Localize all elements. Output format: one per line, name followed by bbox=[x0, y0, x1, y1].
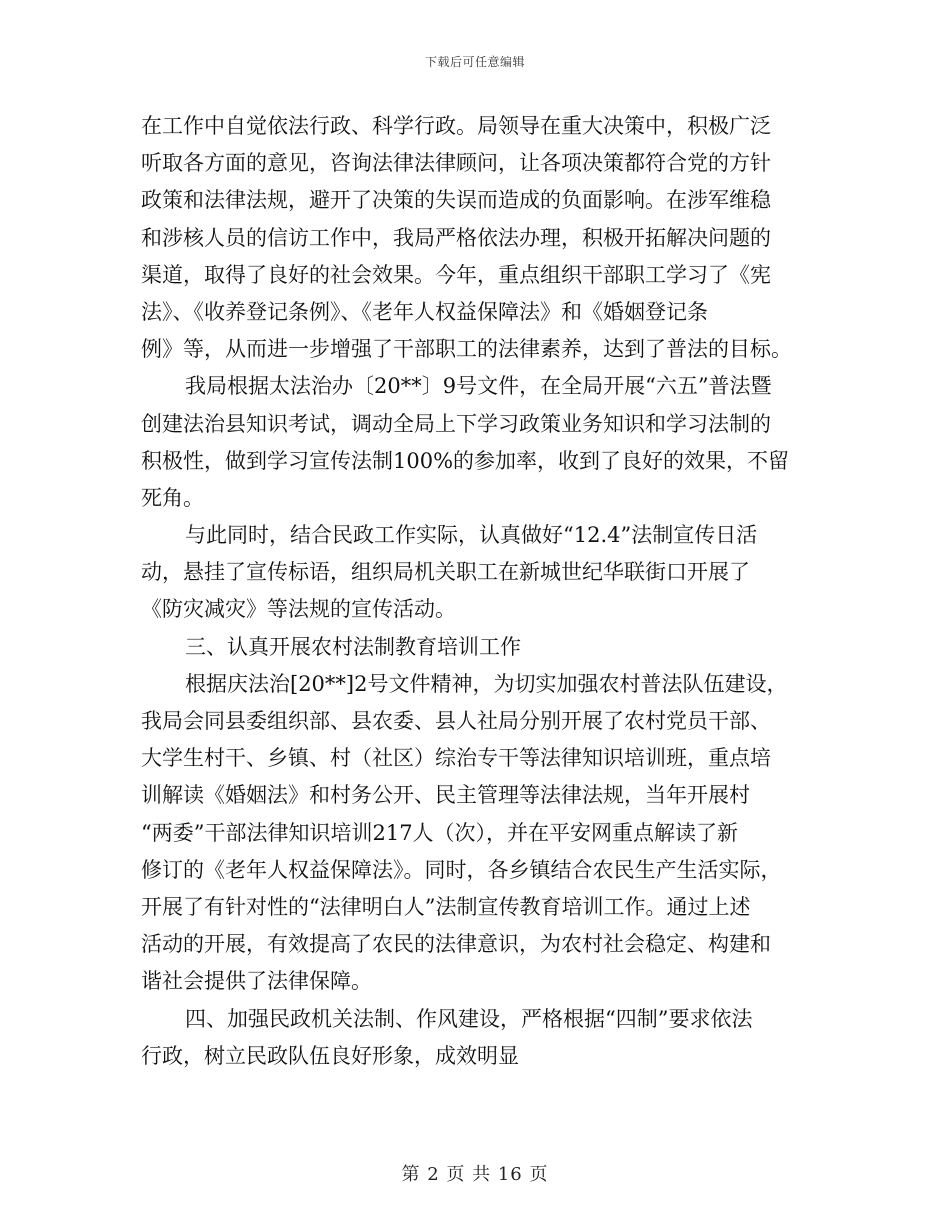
text-line: 积极性，做到学习宣传法制100%的参加率，收到了良好的效果，不留 bbox=[141, 448, 790, 473]
page-number: 第 2 页 共 16 页 bbox=[401, 1164, 549, 1185]
paragraph-first-line: 我局根据太法治办〔20**〕9号文件，在全局开展“六五”普法暨 bbox=[185, 374, 772, 399]
text-line: 开展了有针对性的“法律明白人”法制宣传教育培训工作。通过上述 bbox=[141, 894, 751, 919]
text-line: 政策和法律法规，避开了决策的失误而造成的负面影响。在涉军维稳 bbox=[141, 188, 771, 213]
text-line: 在工作中自觉依法行政、科学行政。局领导在重大决策中，积极广泛 bbox=[141, 114, 771, 138]
text-line: 修订的《老年人权益保障法》。同时，各乡镇结合农民生产生活实际， bbox=[141, 857, 782, 882]
paragraph-first-line: 根据庆法治[20**]2号文件精神，为切实加强农村普法队伍建设， bbox=[185, 671, 788, 696]
text-line: “两委”干部法律知识培训217人（次），并在平安网重点解读了新 bbox=[141, 820, 739, 845]
text-line: 行政，树立民政队伍良好形象，成效明显 bbox=[141, 1043, 519, 1068]
text-line: 创建法治县知识考试，调动全局上下学习政策业务知识和学习法制的 bbox=[141, 411, 771, 436]
text-line: 《防灾减灾》等法规的宣传活动。 bbox=[141, 597, 456, 622]
paragraph-first-line: 与此同时，结合民政工作实际，认真做好“12.4”法制宣传日活 bbox=[185, 523, 758, 548]
text-line: 活动的开展，有效提高了农民的法律意识，为农村社会稳定、构建和 bbox=[141, 932, 771, 957]
text-line: 我局会同县委组织部、县农委、县人社局分别开展了农村党员干部、 bbox=[141, 709, 771, 733]
text-line: 例》等，从而进一步增强了干部职工的法律素养，达到了普法的目标。 bbox=[141, 337, 792, 362]
text-line: 动，悬挂了宣传标语，组织局机关职工在新城世纪华联街口开展了 bbox=[141, 560, 750, 585]
section-heading: 四、加强民政机关法制、作风建设，严格根据“四制”要求依法 bbox=[185, 1006, 753, 1031]
text-line: 大学生村干、乡镇、村（社区）综治专干等法律知识培训班，重点培 bbox=[141, 746, 771, 771]
text-line: 渠道，取得了良好的社会效果。今年，重点组织干部职工学习了《宪 bbox=[141, 262, 771, 287]
text-line: 训解读《婚姻法》和村务公开、民主管理等法律法规，当年开展村 bbox=[141, 783, 750, 808]
text-line: 法》、《收养登记条例》、《老年人权益保障法》和《婚姻登记条 bbox=[141, 299, 708, 324]
section-heading: 三、认真开展农村法制教育培训工作 bbox=[185, 634, 521, 659]
text-line: 谐社会提供了法律保障。 bbox=[141, 969, 372, 994]
text-line: 听取各方面的意见，咨询法律法律顾问，让各项决策都符合党的方针 bbox=[141, 151, 771, 176]
page-header: 下载后可任意编辑 bbox=[424, 55, 525, 69]
text-line: 死角。 bbox=[141, 485, 204, 510]
document-body bbox=[141, 108, 816, 1075]
text-line: 和涉核人员的信访工作中，我局严格依法办理，积极开拓解决问题的 bbox=[141, 225, 771, 250]
